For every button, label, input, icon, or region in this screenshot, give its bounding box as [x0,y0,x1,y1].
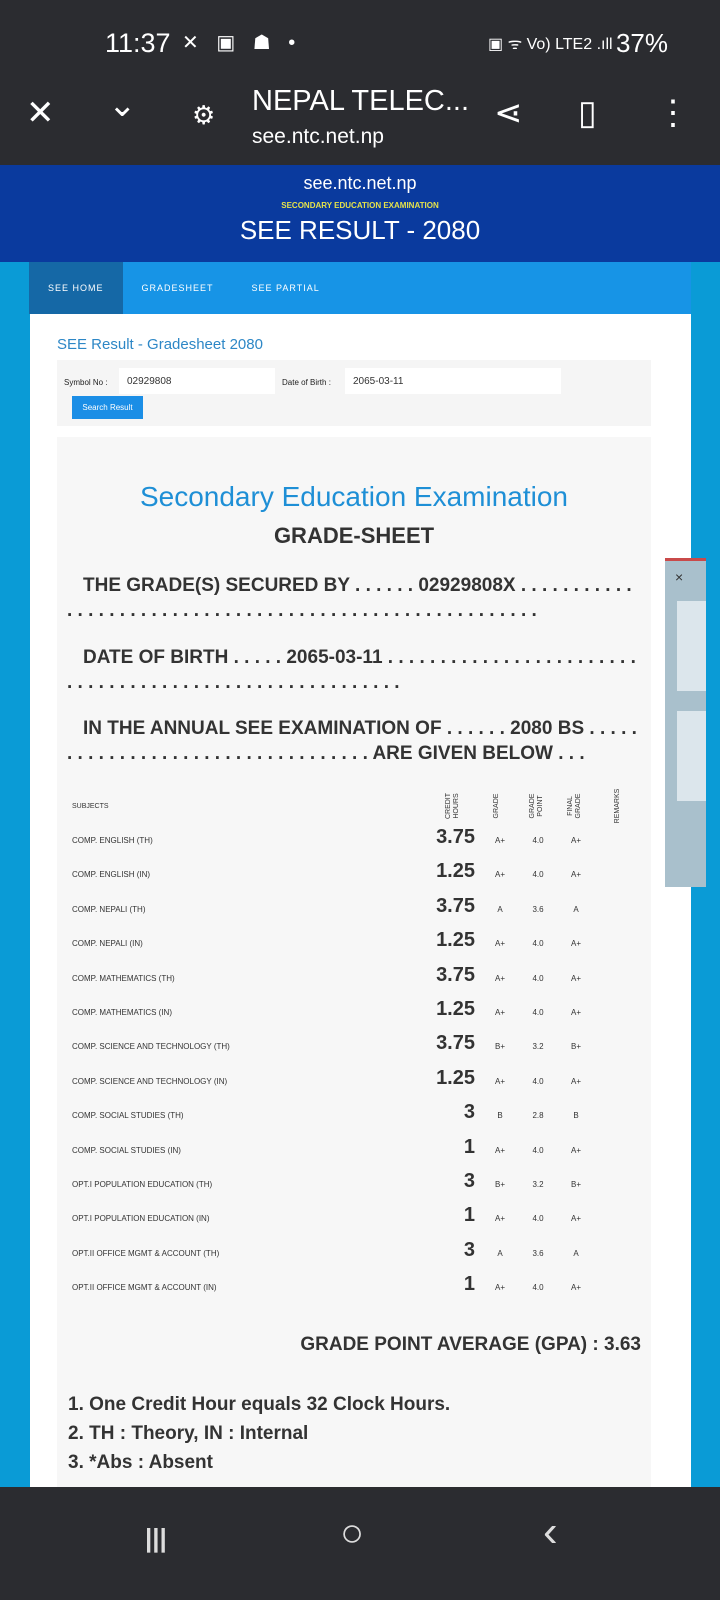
grade-point: 4.0 [532,1283,544,1293]
subject: OPT.I POPULATION EDUCATION (IN) [72,1214,210,1224]
grade-point: 3.6 [532,904,544,914]
final-grade: A+ [570,1008,581,1017]
final-grade: A+ [570,836,581,845]
credit-hours: 3.75 [436,1032,475,1055]
subject: COMP. NEPALI (IN) [72,939,143,949]
grade: A+ [494,939,505,949]
table-row [57,1202,651,1236]
credit-hours: 1 [463,1135,475,1158]
grade-point: 4.0 [532,1076,544,1086]
search-form [57,360,651,426]
note-2: 2. TH : Theory, IN : Internal [68,1423,309,1444]
header-final-grade: FINAL GRADE [567,793,582,819]
dob-label: Date of Birth : [282,378,331,387]
grade-point: 4.0 [532,836,544,845]
header-grade-point: GRADE POINT [529,793,544,819]
grade: A+ [494,836,505,845]
final-grade: A [573,904,579,914]
system-nav-bar [0,1487,720,1600]
final-grade: A+ [570,939,581,949]
final-grade: A [573,1248,579,1258]
subject: COMP. NEPALI (TH) [72,904,146,914]
table-row [57,1099,651,1133]
final-grade: A+ [570,973,581,983]
table-row [57,824,651,858]
nav-see-partial[interactable]: SEE PARTIAL [251,283,320,293]
grade-point: 4.0 [532,1008,544,1017]
status-bar [0,0,720,75]
final-grade: A+ [570,1145,581,1155]
close-icon[interactable]: × [675,569,684,585]
clock: 11:37 [105,28,171,58]
symbol-input[interactable] [119,368,275,394]
subject: OPT.I POPULATION EDUCATION (TH) [72,1180,213,1189]
grade-sheet [57,437,651,1487]
main-nav [29,262,691,314]
preview-thumbnail [677,711,706,801]
credit-hours: 1.25 [436,929,475,952]
grade-point: 3.2 [532,1042,544,1052]
final-grade: A+ [570,1076,581,1086]
page-title: NEPAL TELEC... [252,85,470,117]
credit-hours: 1 [463,1273,475,1296]
bookmark-icon[interactable]: ▯ [578,94,597,132]
credit-hours: 3.75 [436,963,475,986]
credit-hours: 1.25 [436,998,475,1020]
site-subtitle: SECONDARY EDUCATION EXAMINATION [281,201,439,210]
credit-hours: 3.75 [436,826,475,848]
table-row [57,1030,651,1064]
final-grade: B+ [570,1180,581,1189]
grade-point: 4.0 [532,1214,544,1224]
table-row [57,858,651,892]
final-grade: A+ [570,1283,581,1293]
grade: B [497,1111,503,1121]
notification-icons: ✕ ▣ ☗ • [182,32,302,54]
date-of-birth: DATE OF BIRTH . . . . . 2065-03-11 . . . . . . . . . . . . . . . . . . . . . . . . . . . . . . . . . . . . . . . . . . . . . . . . . . . . . . . . [67,647,636,693]
table-row [57,1271,651,1305]
header-remarks: REMARKS [614,788,621,824]
grade-point: 2.8 [532,1111,544,1121]
table-row [57,1134,651,1168]
back-icon[interactable]: ‹ [543,1507,558,1556]
header-grade: GRADE [493,793,500,819]
credit-hours: 3 [463,1238,475,1261]
floating-preview-window[interactable] [665,558,706,887]
credit-hours: 3.75 [436,894,475,917]
credit-hours: 1.25 [436,860,475,883]
final-grade: A+ [570,870,581,880]
grade: A+ [494,870,505,880]
recents-icon[interactable]: ||| [145,1523,167,1553]
grade-point: 4.0 [532,973,544,983]
subject: COMP. SOCIAL STUDIES (TH) [72,1111,184,1121]
dob-input[interactable] [345,368,561,394]
search-result-button[interactable]: Search Result [72,396,143,419]
sheet-subtitle: GRADE-SHEET [273,523,435,548]
final-grade: A+ [570,1214,581,1224]
more-menu-icon[interactable]: ⋮ [656,94,690,132]
grade-point: 4.0 [532,939,544,949]
table-row [57,1168,651,1202]
share-icon[interactable]: ⋖ [494,94,523,132]
grade: A+ [494,1076,505,1086]
site-title: SEE RESULT - 2080 [239,215,481,245]
table-row [57,962,651,996]
chevron-down-icon[interactable]: ⌄ [108,86,137,124]
grade: A+ [494,1145,505,1155]
form-title: SEE Result - Gradesheet 2080 [57,336,263,353]
subject: OPT.II OFFICE MGMT & ACCOUNT (IN) [72,1283,217,1293]
sheet-title: Secondary Education Examination [139,481,569,512]
exam-year: IN THE ANNUAL SEE EXAMINATION OF . . . . . . 2080 BS . . . . . . . . . . . . . . . . . . . . . . . . . . . . . . . . . . ARE GIVEN BELOW . . . [67,718,637,764]
subject: COMP. MATHEMATICS (IN) [72,1008,172,1017]
header-subjects: SUBJECTS [72,803,109,810]
close-icon[interactable]: ✕ [26,94,55,132]
grade-point: 4.0 [532,1145,544,1155]
credit-hours: 3 [463,1170,475,1192]
gpa: GRADE POINT AVERAGE (GPA) : 3.63 [300,1334,641,1355]
home-icon[interactable]: ○ [340,1511,365,1555]
note-1: 1. One Credit Hour equals 32 Clock Hours. [68,1394,451,1415]
site-settings-icon[interactable]: ⚙ [192,100,216,130]
site-name: see.ntc.net.np [303,173,417,193]
subject: COMP. ENGLISH (IN) [72,870,151,880]
note-3: 3. *Abs : Absent [68,1452,213,1473]
content-card [30,314,691,1487]
symbol-label: Symbol No : [64,378,108,387]
grade: B+ [494,1180,505,1189]
header-credit-hours: CREDIT HOURS [445,792,460,820]
grade: B+ [494,1042,505,1052]
final-grade: B+ [570,1042,581,1052]
credit-hours: 3 [463,1101,475,1124]
table-row [57,927,651,961]
table-row [57,1237,651,1271]
table-row [57,996,651,1030]
grade-point: 3.2 [532,1180,544,1189]
grade: A+ [494,1214,505,1224]
table-row [57,893,651,927]
grade: A [497,1248,503,1258]
subject: OPT.II OFFICE MGMT & ACCOUNT (TH) [72,1248,220,1258]
subject: COMP. SCIENCE AND TECHNOLOGY (IN) [72,1076,228,1086]
subject: COMP. SCIENCE AND TECHNOLOGY (TH) [72,1042,230,1052]
subject: COMP. ENGLISH (TH) [72,836,153,845]
signal-icons: ▣ ᯤ Vo) LTE2 .ıll [488,36,613,53]
grade-point: 4.0 [532,870,544,880]
browser-toolbar [0,75,720,165]
preview-thumbnail [677,601,706,691]
credit-hours: 1.25 [436,1066,475,1089]
subject: COMP. MATHEMATICS (TH) [72,973,175,983]
grade: A+ [494,973,505,983]
subject: COMP. SOCIAL STUDIES (IN) [72,1145,181,1155]
grade: A+ [494,1008,505,1017]
grade: A+ [494,1283,505,1293]
credit-hours: 1 [463,1204,475,1227]
grade-point: 3.6 [532,1248,544,1258]
final-grade: B [573,1111,579,1121]
nav-see-home[interactable]: SEE HOME [29,262,123,314]
secured-by: THE GRADE(S) SECURED BY . . . . . . 02929808X . . . . . . . . . . . . . . . . . . . . . . . . . . . . . . . . . . . . . . . . . . . . . . . . . . . . . . . . [67,575,632,621]
battery-level: 37% [615,28,668,58]
site-header [0,165,720,262]
nav-gradesheet[interactable]: GRADESHEET [141,283,214,293]
table-row [57,1065,651,1099]
page-url: see.ntc.net.np [252,125,384,148]
grade: A [497,904,503,914]
